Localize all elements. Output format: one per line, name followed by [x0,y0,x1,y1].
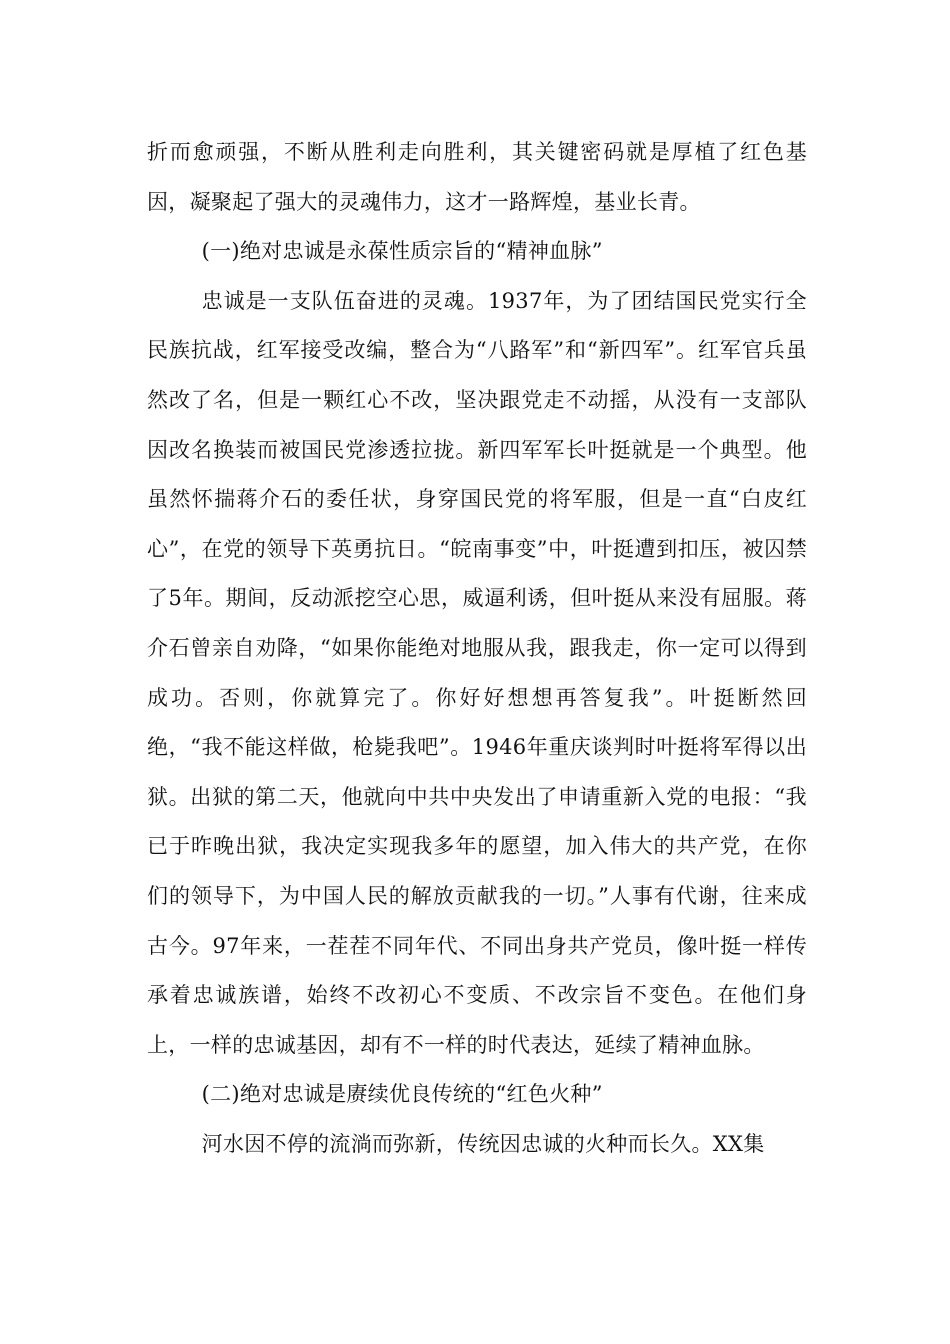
paragraph-river: 河水因不停的流淌而弥新，传统因忠诚的火种而长久。XX集 [201,1131,765,1156]
paragraph-loyalty: 忠诚是一支队伍奋进的灵魂。1937年，为了团结国民党实行全民族抗战，红军接受改编，整合为“八路军”和“新四军”。红军官兵虽然改了名，但是一颗红心不改，坚决跟党走不动摇，从没有一支部队因改名换装而被国民党渗透拉拢。新四军军长叶挺就是一个典型。他虽然怀揣蒋介石的委任状，身穿国民党的将军服，但是一直“白皮红心”，在党的领导下英勇抗日。“皖南事变”中，叶挺遭到扣压，被囚禁了5年。期间，反动派挖空心思，威逼利诱，但叶挺从来没有屈服。蒋介石曾亲自劝降，“如果你能绝对地服从我，跟我走，你一定可以得到成功。否则，你就算完了。你好好想想再答复我”。叶挺断然回绝，“我不能这样做，枪毙我吧”。1946年重庆谈判时叶挺将军得以出狱。出狱的第二天，他就向中共中央发出了申请重新入党的电报：“我已于昨晚出狱，我决定实现我多年的愿望，加入伟大的共产党，在你们的领导下，为中国人民的解放贡献我的一切。”人事有代谢，往来成古今。97年来，一茬茬不同年代、不同出身共产党员，像叶挺一样传承着忠诚族谱，始终不改初心不变质、不改宗旨不变色。在他们身上，一样的忠诚基因，却有不一样的时代表达，延续了精神血脉。 [147,288,807,1057]
section-heading-2: (二)绝对忠诚是赓续优良传统的“红色火种” [201,1082,603,1107]
section-heading-1: (一)绝对忠诚是永葆性质宗旨的“精神血脉” [201,239,603,264]
paragraph-continuation: 折而愈顽强，不断从胜利走向胜利，其关键密码就是厚植了红色基因，凝聚起了强大的灵魂伟力，这才一路辉煌，基业长青。 [147,140,807,214]
document-body [147,128,807,1169]
